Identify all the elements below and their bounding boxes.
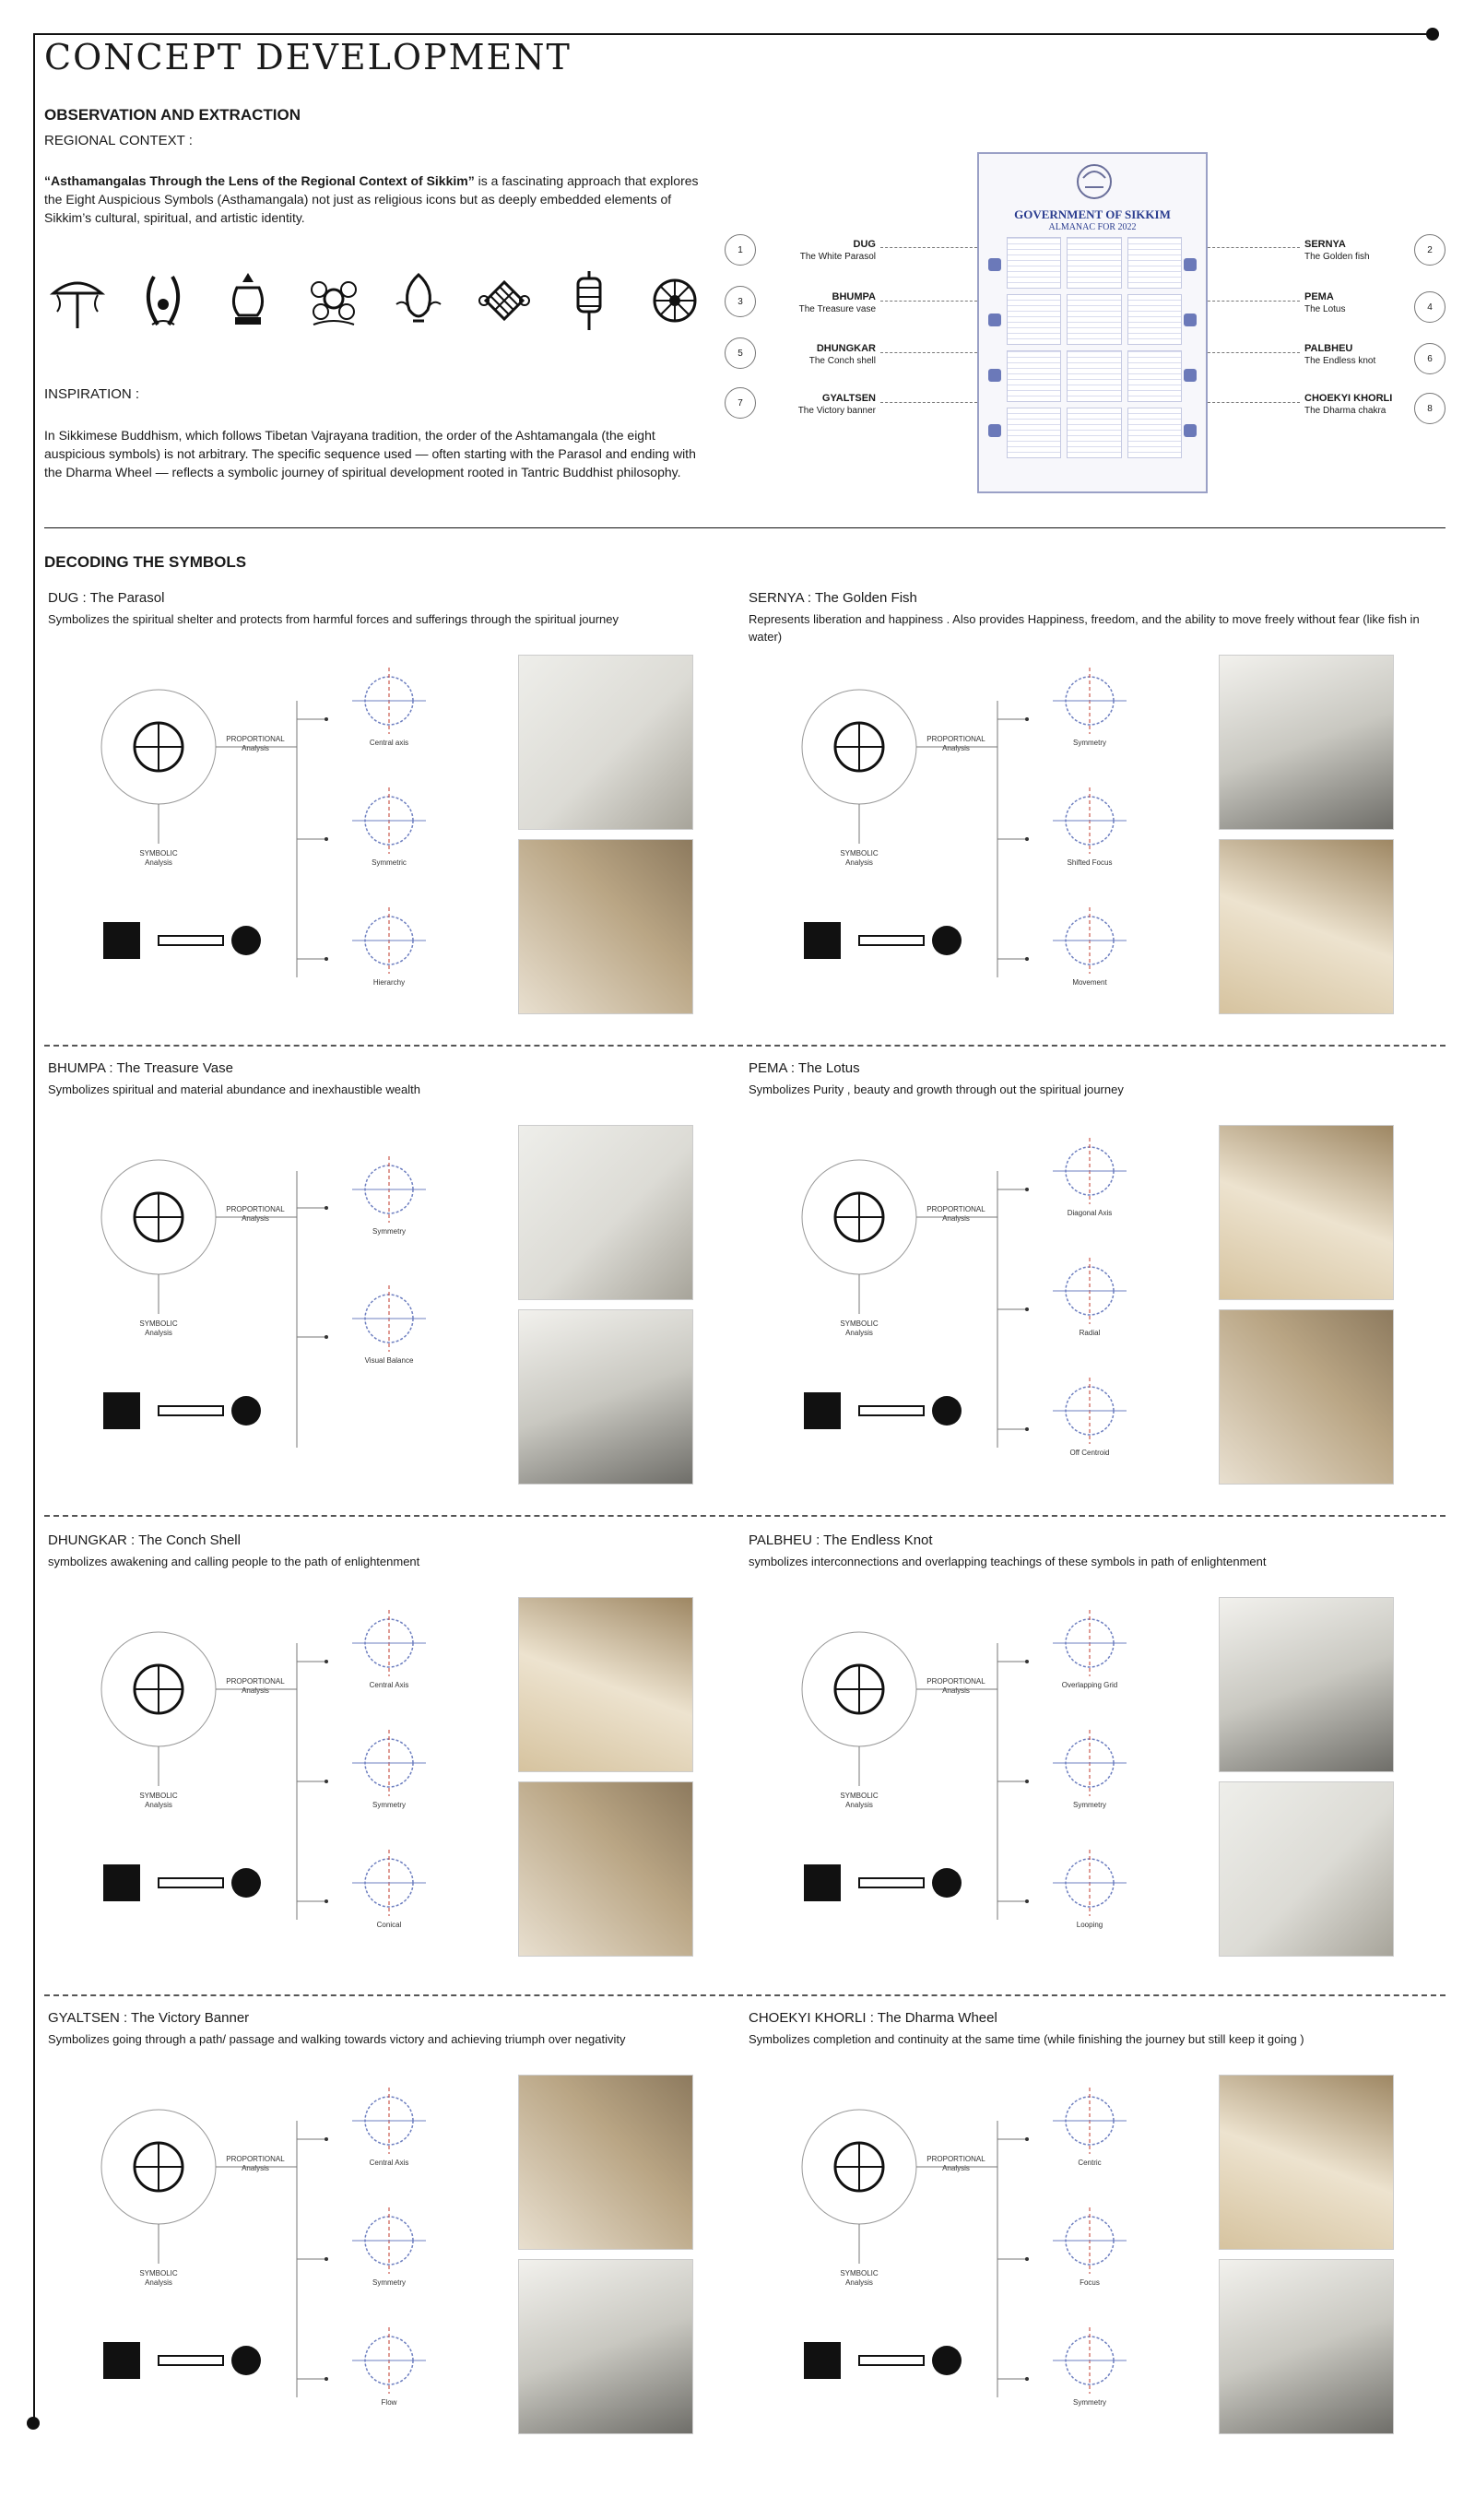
- analysis-diagram: [85, 1116, 527, 1485]
- analysis-sketch: [352, 1156, 426, 1223]
- analysis-sketch: [352, 2207, 426, 2274]
- symbol-number: 3: [725, 286, 756, 317]
- lotus-icon: [835, 1193, 883, 1241]
- analysis-sketch: [352, 1610, 426, 1676]
- analysis-sketch: [1053, 907, 1127, 974]
- row-divider: [44, 1515, 1446, 1517]
- lotus-icon: [301, 267, 367, 334]
- symbol-description: symbolizes awakening and calling people to the path of enlightenment: [48, 1555, 420, 1568]
- analysis-sketch: [352, 1850, 426, 1916]
- analysis-diagram: [85, 2065, 527, 2434]
- proportional-label: PROPORTIONAL: [926, 2155, 985, 2163]
- analysis-label: Analysis: [845, 1329, 873, 1337]
- dharma-wheel-icon: [642, 267, 708, 334]
- section-divider: [44, 527, 1446, 528]
- almanac-label: GYALTSEN The Victory banner: [797, 393, 876, 416]
- analysis-diagram: [85, 645, 527, 1014]
- symbol-description: Symbolizes going through a path/ passage and walking towards victory and achieving triumph over negativity: [48, 2032, 626, 2046]
- analysis-caption: Symmetry: [372, 2278, 406, 2287]
- treasure-vase-icon: [135, 1193, 183, 1241]
- analysis-caption: Conical: [376, 1921, 402, 1929]
- model-photo: [1219, 1309, 1394, 1485]
- proportional-label: PROPORTIONAL: [926, 1205, 985, 1213]
- proportional-label: PROPORTIONAL: [226, 1677, 285, 1686]
- symbol-description: Symbolizes completion and continuity at the same time (while finishing the journey but still keep it going ): [749, 2032, 1304, 2046]
- victory-banner-icon: [556, 267, 622, 334]
- analysis-label: Analysis: [145, 1329, 172, 1337]
- symbolic-label: SYMBOLIC: [139, 849, 178, 858]
- analysis-label: Analysis: [145, 1801, 172, 1809]
- leader-line: [880, 352, 977, 353]
- symbolic-label: SYMBOLIC: [139, 1319, 178, 1328]
- analysis-diagram: [85, 1588, 527, 1957]
- analysis-label: Analysis: [845, 1801, 873, 1809]
- parasol-icon: [44, 267, 111, 334]
- analysis-sketch: [1053, 1730, 1127, 1796]
- leader-line: [1208, 352, 1300, 353]
- abstraction-sketch: [103, 1392, 261, 1429]
- symbol-description: Symbolizes spiritual and material abundance and inexhaustible wealth: [48, 1083, 420, 1096]
- analysis-caption: Overlapping Grid: [1061, 1681, 1118, 1689]
- symbol-number: 1: [725, 234, 756, 266]
- model-photo: [1219, 655, 1394, 830]
- analysis-sketch: [1053, 787, 1127, 854]
- model-photo: [518, 2075, 693, 2250]
- almanac-label: SERNYA The Golden fish: [1304, 239, 1370, 262]
- analysis-caption: Flow: [381, 2398, 397, 2407]
- intro-paragraph: [44, 172, 708, 227]
- row-divider: [44, 1994, 1446, 1996]
- frame-left-line: [33, 33, 35, 2423]
- parasol-icon: [135, 723, 183, 771]
- almanac-label: DUG The White Parasol: [799, 239, 876, 262]
- symbol-title: PEMA : The Lotus: [749, 1060, 860, 1076]
- inspiration-text: In Sikkimese Buddhism, which follows Tibetan Vajrayana tradition, the order of the Ashtamangala (the eight auspicious symbols) is not arbitrary. The specific sequence used — often starting with the Parasol and ending with the Dharma Wheel — reflects a symbolic journey of spiritual development rooted in Tantric Buddhist philosophy.: [44, 428, 696, 479]
- analysis-sketch: [1053, 2327, 1127, 2394]
- abstraction-sketch: [804, 2342, 962, 2379]
- abstraction-sketch: [804, 1392, 962, 1429]
- analysis-sketch: [352, 1730, 426, 1796]
- analysis-sketch: [352, 2088, 426, 2154]
- analysis-caption: Central axis: [369, 739, 409, 747]
- analysis-caption: Central Axis: [369, 2159, 409, 2167]
- page-title: CONCEPT DEVELOPMENT: [44, 37, 572, 77]
- symbol-title: PALBHEU : The Endless Knot: [749, 1532, 933, 1548]
- analysis-caption: Focus: [1080, 2278, 1100, 2287]
- symbolic-label: SYMBOLIC: [840, 2269, 879, 2277]
- symbolic-label: SYMBOLIC: [840, 1792, 879, 1800]
- symbol-number: 8: [1414, 393, 1446, 424]
- almanac-label: BHUMPA The Treasure vase: [798, 291, 876, 314]
- symbolic-label: SYMBOLIC: [139, 2269, 178, 2277]
- analysis-sketch: [352, 907, 426, 974]
- analysis-caption: Symmetry: [372, 1227, 406, 1236]
- model-photo: [1219, 839, 1394, 1014]
- proportional-label: PROPORTIONAL: [926, 1677, 985, 1686]
- analysis-label: Analysis: [942, 2164, 970, 2172]
- analysis-sketch: [1053, 668, 1127, 734]
- almanac-label: CHOEKYI KHORLI The Dharma chakra: [1304, 393, 1393, 416]
- analysis-caption: Hierarchy: [372, 978, 406, 987]
- analysis-caption: Centric: [1078, 2159, 1102, 2167]
- leader-line: [880, 402, 977, 403]
- leader-line: [1208, 301, 1300, 302]
- abstraction-sketch: [103, 2342, 261, 2379]
- conch-shell-icon: [135, 1665, 183, 1713]
- analysis-caption: Symmetric: [372, 858, 407, 867]
- symbol-title: BHUMPA : The Treasure Vase: [48, 1060, 233, 1076]
- golden-fish-icon: [835, 723, 883, 771]
- golden-fish-icon: [130, 267, 196, 334]
- analysis-sketch: [1053, 1138, 1127, 1204]
- leader-line: [1208, 402, 1300, 403]
- symbolic-label: SYMBOLIC: [139, 1792, 178, 1800]
- model-photo: [518, 1125, 693, 1300]
- leader-line: [880, 247, 977, 248]
- symbol-description: symbolizes interconnections and overlapping teachings of these symbols in path of enlightenment: [749, 1555, 1267, 1568]
- treasure-vase-icon: [215, 267, 281, 334]
- symbol-number: 7: [725, 387, 756, 419]
- analysis-label: Analysis: [942, 1686, 970, 1695]
- endless-knot-icon: [835, 1665, 883, 1713]
- symbolic-label: SYMBOLIC: [840, 849, 879, 858]
- conch-shell-icon: [385, 267, 452, 334]
- analysis-sketch: [352, 668, 426, 734]
- analysis-diagram: [785, 645, 1228, 1014]
- observation-heading: OBSERVATION AND EXTRACTION: [44, 106, 301, 124]
- victory-banner-icon: [135, 2143, 183, 2191]
- model-photo: [518, 839, 693, 1014]
- almanac-months: [1007, 237, 1182, 458]
- almanac-label: DHUNGKAR The Conch shell: [808, 343, 876, 366]
- analysis-caption: Diagonal Axis: [1067, 1209, 1113, 1217]
- analysis-caption: Movement: [1072, 978, 1107, 987]
- inspiration-heading: INSPIRATION :: [44, 386, 140, 402]
- analysis-label: Analysis: [145, 2278, 172, 2287]
- analysis-diagram: [785, 1588, 1228, 1957]
- analysis-caption: Radial: [1079, 1329, 1101, 1337]
- symbolic-label: SYMBOLIC: [840, 1319, 879, 1328]
- analysis-sketch: [1053, 1610, 1127, 1676]
- regional-context-heading: REGIONAL CONTEXT :: [44, 133, 193, 148]
- analysis-label: Analysis: [145, 858, 172, 867]
- model-photo: [1219, 1597, 1394, 1772]
- analysis-sketch: [1053, 1378, 1127, 1444]
- abstraction-sketch: [103, 922, 261, 959]
- leader-line: [880, 301, 977, 302]
- analysis-sketch: [1053, 2088, 1127, 2154]
- symbol-description: Symbolizes the spiritual shelter and protects from harmful forces and sufferings through the spiritual journey: [48, 612, 620, 626]
- analysis-caption: Looping: [1076, 1921, 1103, 1929]
- model-photo: [518, 1781, 693, 1957]
- emblem-icon: [1071, 160, 1117, 204]
- analysis-caption: Off Centroid: [1069, 1449, 1110, 1457]
- analysis-label: Analysis: [845, 2278, 873, 2287]
- almanac-subheading: ALMANAC FOR 2022: [1048, 222, 1137, 232]
- almanac-label: PALBHEU The Endless knot: [1304, 343, 1376, 366]
- analysis-sketch: [352, 1285, 426, 1352]
- abstraction-sketch: [804, 1864, 962, 1901]
- analysis-diagram: [785, 2065, 1228, 2434]
- analysis-caption: Visual Balance: [364, 1356, 414, 1365]
- proportional-label: PROPORTIONAL: [226, 2155, 285, 2163]
- frame-top-line: [33, 33, 1434, 35]
- model-photo: [518, 1309, 693, 1485]
- almanac-calendar: [977, 152, 1208, 493]
- symbol-title: DUG : The Parasol: [48, 590, 165, 606]
- proportional-label: PROPORTIONAL: [926, 735, 985, 743]
- intro-bold: “Asthamangalas Through the Lens of the Regional Context of Sikkim”: [44, 173, 475, 188]
- frame-corner-dot: [1426, 28, 1439, 41]
- model-photo: [518, 1597, 693, 1772]
- symbol-number: 4: [1414, 291, 1446, 323]
- decoding-heading: DECODING THE SYMBOLS: [44, 553, 247, 571]
- analysis-sketch: [1053, 2207, 1127, 2274]
- dharma-wheel-icon: [835, 2143, 883, 2191]
- endless-knot-icon: [471, 267, 537, 334]
- symbol-title: SERNYA : The Golden Fish: [749, 590, 917, 606]
- analysis-caption: Symmetry: [1073, 739, 1106, 747]
- analysis-label: Analysis: [242, 744, 269, 752]
- symbols-row: [44, 267, 708, 341]
- almanac-side-icons: [1182, 237, 1198, 458]
- model-photo: [1219, 2259, 1394, 2434]
- analysis-label: Analysis: [942, 744, 970, 752]
- analysis-caption: Symmetry: [372, 1801, 406, 1809]
- model-photo: [518, 2259, 693, 2434]
- analysis-label: Analysis: [242, 1214, 269, 1223]
- symbol-title: GYALTSEN : The Victory Banner: [48, 2010, 250, 2026]
- analysis-sketch: [1053, 1258, 1127, 1324]
- model-photo: [1219, 1781, 1394, 1957]
- leader-line: [1208, 247, 1300, 248]
- analysis-caption: Symmetry: [1073, 2398, 1106, 2407]
- row-divider: [44, 1045, 1446, 1047]
- symbol-number: 2: [1414, 234, 1446, 266]
- abstraction-sketch: [103, 1864, 261, 1901]
- symbol-description: Symbolizes Purity , beauty and growth through out the spiritual journey: [749, 1083, 1124, 1096]
- almanac-heading: GOVERNMENT OF SIKKIM: [1014, 207, 1171, 221]
- symbol-title: CHOEKYI KHORLI : The Dharma Wheel: [749, 2010, 997, 2026]
- proportional-label: PROPORTIONAL: [226, 1205, 285, 1213]
- analysis-label: Analysis: [242, 2164, 269, 2172]
- analysis-caption: Central Axis: [369, 1681, 409, 1689]
- model-photo: [1219, 1125, 1394, 1300]
- symbol-description: Represents liberation and happiness . Also provides Happiness, freedom, and the ability to move freely without fear (like fish in water): [749, 612, 1420, 644]
- symbol-number: 6: [1414, 343, 1446, 374]
- analysis-caption: Shifted Focus: [1067, 858, 1113, 867]
- frame-corner-dot: [27, 2417, 40, 2430]
- analysis-diagram: [785, 1116, 1228, 1485]
- abstraction-sketch: [804, 922, 962, 959]
- model-photo: [518, 655, 693, 830]
- analysis-caption: Symmetry: [1073, 1801, 1106, 1809]
- proportional-label: PROPORTIONAL: [226, 735, 285, 743]
- analysis-sketch: [1053, 1850, 1127, 1916]
- model-photo: [1219, 2075, 1394, 2250]
- analysis-label: Analysis: [845, 858, 873, 867]
- analysis-sketch: [352, 787, 426, 854]
- analysis-sketch: [352, 2327, 426, 2394]
- analysis-label: Analysis: [242, 1686, 269, 1695]
- almanac-side-icons: [986, 237, 1003, 458]
- symbol-number: 5: [725, 337, 756, 369]
- symbol-title: DHUNGKAR : The Conch Shell: [48, 1532, 241, 1548]
- almanac-label: PEMA The Lotus: [1304, 291, 1346, 314]
- analysis-label: Analysis: [942, 1214, 970, 1223]
- intro-text: is a fascinating approach that explores the Eight Auspicious Symbols (Asthamangala) not just as religious icons but as deeply embedded elements of Sikkim’s cultural, spiritual, and artistic identity.: [44, 173, 699, 225]
